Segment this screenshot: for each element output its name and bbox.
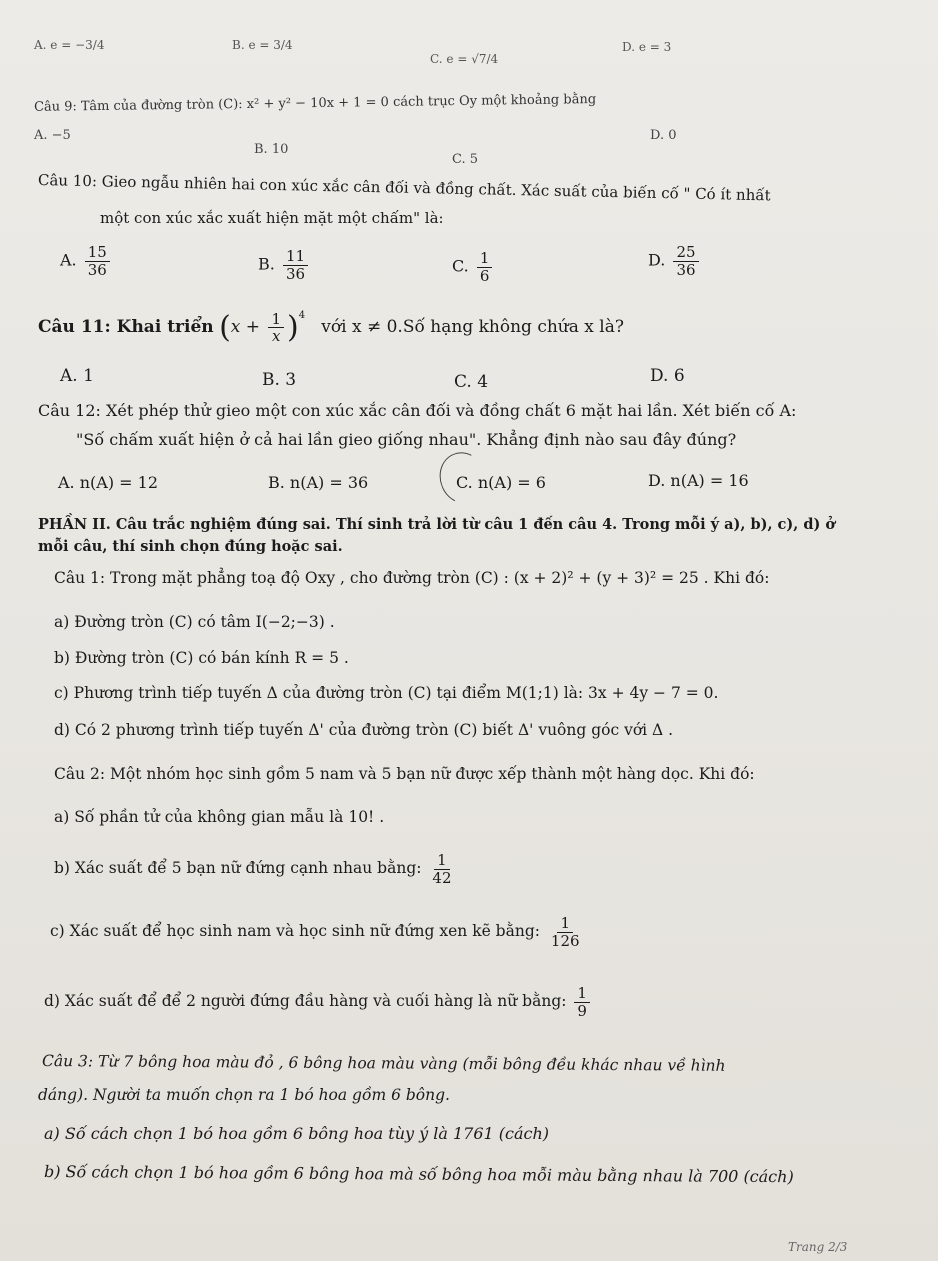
part2-heading-line1: PHẦN II. Câu trắc nghiệm đúng sai. Thí sinh trả lời từ câu 1 đến câu 4. Trong mỗi ý a), b), c), d) ở (38, 516, 836, 533)
p2q1-item-a: a) Đường tròn (C) có tâm I(−2;−3) . (54, 613, 335, 631)
p2q2-c-fraction: $\frac{1}{126}$ (550, 914, 580, 950)
q11-option-c: C. 4 (454, 372, 489, 392)
p2q2-item-b: b) Xác suất để 5 bạn nữ đứng cạnh nhau bằng: $\frac{1}{42}$ (54, 852, 458, 886)
q12-option-b: B. n(A) = 36 (268, 473, 369, 492)
q9-option-b: B. 10 (254, 142, 289, 157)
q11-option-d: D. 6 (650, 366, 685, 386)
p2q2-item-c: c) Xác suất để học sinh nam và học sinh nữ đứng xen kẽ bằng: $\frac{1}{126}$ (50, 915, 586, 949)
q12-option-d: D. n(A) = 16 (648, 471, 749, 490)
q12-option-a: A. n(A) = 12 (58, 473, 159, 492)
page-number: Trang 2/3 (788, 1240, 848, 1254)
q9-text: Câu 9: Tâm của đường tròn (C): x² + y² − 10x + 1 = 0 cách trục Oy một khoảng bằng (33, 92, 597, 115)
p2q2-item-a: a) Số phần tử của không gian mẫu là 10! . (54, 808, 385, 826)
part2-heading-line2: mỗi câu, thí sinh chọn đúng hoặc sai. (38, 538, 343, 555)
q12-text-line2: "Số chấm xuất hiện ở cả hai lần gieo giống nhau". Khẳng định nào sau đây đúng? (76, 430, 737, 449)
q10-text-line2: một con xúc xắc xuất hiện mặt một chấm" là: (100, 209, 444, 227)
p2q3-text-line1: Câu 3: Từ 7 bông hoa màu đỏ , 6 bông hoa màu vàng (mỗi bông đều khác nhau về hình (41, 1052, 726, 1075)
q12-text-line1: Câu 12: Xét phép thử gieo một con xúc xắc cân đối và đồng chất 6 mặt hai lần. Xét biến cố A: (38, 401, 797, 420)
p2q2-b-fraction: $\frac{1}{42}$ (432, 851, 452, 887)
p2q1-item-d: d) Có 2 phương trình tiếp tuyến Δ' của đường tròn (C) biết Δ' vuông góc với Δ . (54, 721, 674, 739)
q8-option-b: B. e = 3/4 (232, 38, 293, 52)
q11-option-b: B. 3 (262, 370, 297, 390)
p2q2-text: Câu 2: Một nhóm học sinh gồm 5 nam và 5 bạn nữ được xếp thành một hàng dọc. Khi đó: (54, 765, 755, 783)
p2q3-text-line2: dáng). Người ta muốn chọn ra 1 bó hoa gồm 6 bông. (38, 1086, 450, 1104)
p2q2-d-fraction: $\frac{1}{9}$ (574, 985, 590, 1019)
p2q2-item-d: d) Xác suất để để 2 người đứng đầu hàng và cuối hàng là nữ bằng: $\frac{1}{9}$ (44, 985, 593, 1019)
q8-option-a: A. e = −3/4 (34, 38, 105, 52)
p2q1-item-c: c) Phương trình tiếp tuyến Δ của đường tròn (C) tại điểm M(1;1) là: 3x + 4y − 7 = 0. (54, 684, 719, 702)
p2q3-item-b: b) Số cách chọn 1 bó hoa gồm 6 bông hoa mà số bông hoa mỗi màu bằng nhau là 700 (cách) (43, 1162, 794, 1187)
q8-option-d: D. e = 3 (622, 40, 672, 54)
q10-option-d: D. $\frac{25}{36}$ (648, 244, 702, 278)
q9-option-c: C. 5 (452, 152, 479, 167)
q10-a-fraction: $\frac{15}{36}$ (85, 244, 110, 278)
q10-option-c: C. $\frac{1}{6}$ (452, 250, 495, 284)
q10-d-fraction: $\frac{25}{36}$ (673, 244, 698, 278)
q8-option-c: C. e = √7/4 (430, 52, 499, 66)
q10-c-fraction: $\frac{1}{6}$ (477, 250, 493, 284)
q9-option-a: A. −5 (34, 128, 71, 143)
p2q1-text: Câu 1: Trong mặt phẳng toạ độ Oxy , cho đường tròn (C) : (x + 2)² + (y + 3)² = 25 . Khi đó: (54, 569, 770, 587)
q10-b-fraction: $\frac{11}{36}$ (283, 248, 308, 282)
p2q3-item-a: a) Số cách chọn 1 bó hoa gồm 6 bông hoa tùy ý là 1761 (cách) (44, 1124, 550, 1143)
p2q1-item-b: b) Đường tròn (C) có bán kính R = 5 . (54, 649, 349, 667)
q10-option-b: B. $\frac{11}{36}$ (258, 248, 311, 282)
q11-option-a: A. 1 (60, 366, 94, 386)
q9-option-d: D. 0 (650, 128, 677, 143)
q11-fraction: $\frac{1}{x}$ (268, 311, 284, 345)
q12-option-c: C. n(A) = 6 (456, 473, 546, 492)
q10-text-line1: Câu 10: Gieo ngẫu nhiên hai con xúc xắc cân đối và đồng chất. Xác suất của biến cố " Có ít nhất (37, 171, 771, 205)
q10-option-a: A. $\frac{15}{36}$ (60, 244, 113, 278)
q11-text: Câu 11: Khai triển (x + $\frac{1}{x}$ )$^4$ với x ≠ 0.Số hạng không chứa x là? (38, 309, 624, 345)
